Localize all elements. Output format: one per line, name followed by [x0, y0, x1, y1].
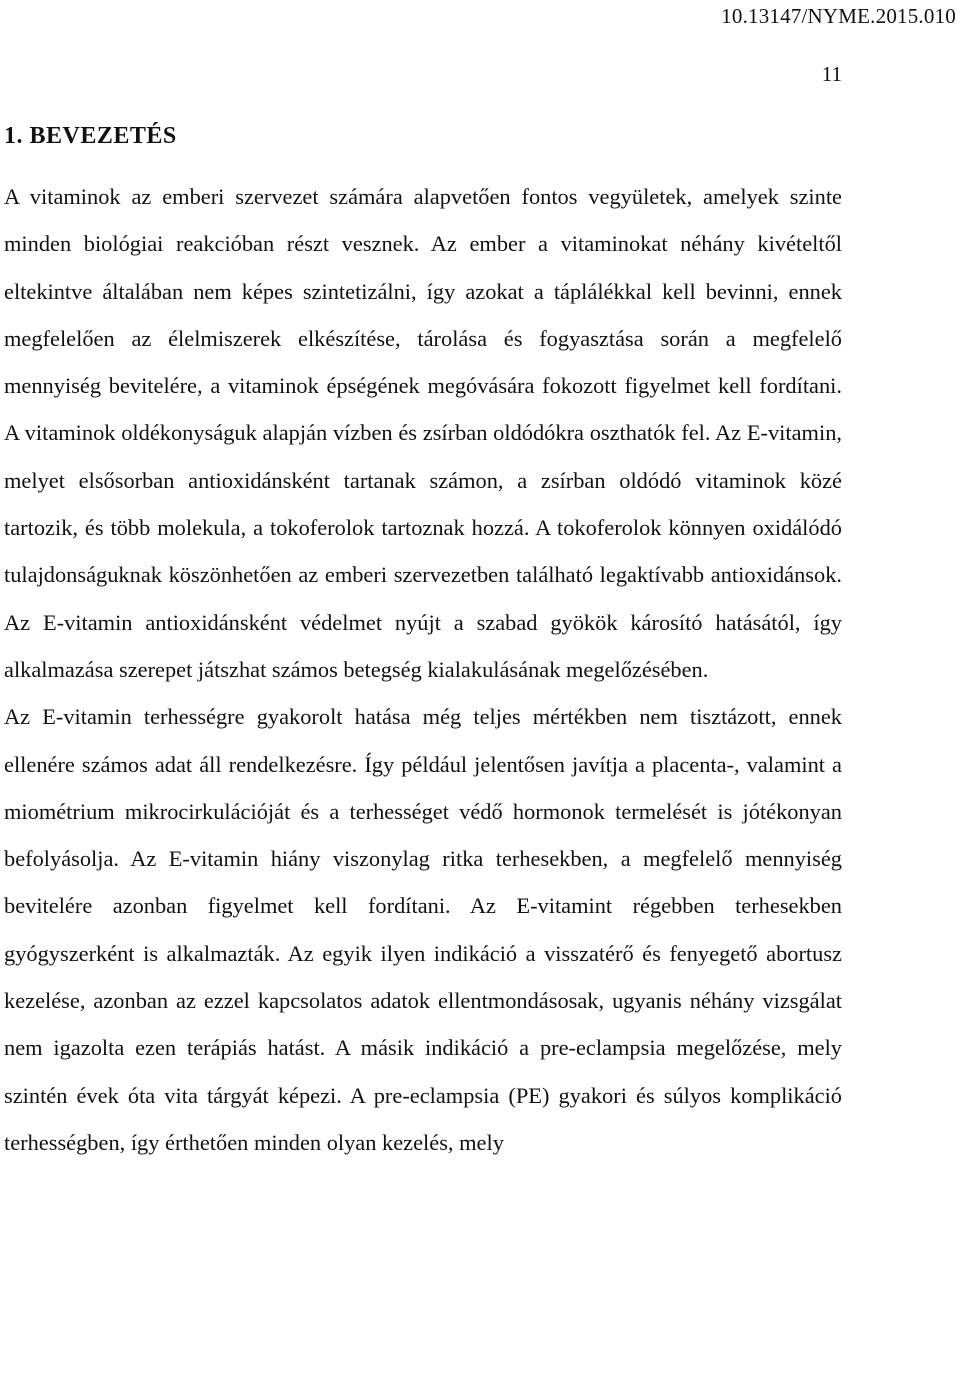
paragraph-introduction: A vitaminok az emberi szervezet számára alapvetően fontos vegyületek, amelyek szinte minden biológiai reakcióban részt vesznek. Az ember a vitaminokat néhány kivételtől eltekintve általában nem képes szintetizálni, így azokat a táplálékkal kell bevinni, ennek megfelelően az élelmiszerek elkészítése, tárolása és fogyasztása során a megfelelő mennyiség bevitelére, a vitaminok épségének megóvására fokozott figyelmet kell fordítani. A vitaminok oldékonyságuk alapján vízben és zsírban oldódókra oszthatók fel. Az E-vitamin, melyet elsősorban antioxidánsként tartanak számon, a zsírban oldódó vitaminok közé tartozik, és több molekula, a tokoferolok tartoznak hozzá. A tokoferolok könnyen oxidálódó tulajdonságuknak köszönhetően az emberi szervezetben található legaktívabb antioxidánsok. Az E-vitamin antioxidánsként védelmet nyújt a szabad gyökök károsító hatásától, így alkalmazása szerepet játszhat számos betegség kialakulásának megelőzésében.: [4, 184, 842, 682]
body-text: [4, 173, 842, 1166]
doi-identifier: 10.13147/NYME.2015.010: [721, 4, 956, 28]
section-heading: 1. BEVEZETÉS: [4, 123, 177, 149]
paragraph-pregnancy: Az E-vitamin terhességre gyakorolt hatása még teljes mértékben nem tisztázott, ennek ellenére számos adat áll rendelkezésre. Így például jelentősen javítja a placenta-, valamint a miométrium mikrocirkulációját és a terhességet védő hormonok termelését is jótékonyan befolyásolja. Az E-vitamin hiány viszonylag ritka terhesekben, a megfelelő mennyiség bevitelére azonban figyelmet kell fordítani. Az E-vitamint régebben terhesekben gyógyszerként is alkalmazták. Az egyik ilyen indikáció a visszatérő és fenyegető abortusz kezelése, azonban az ezzel kapcsolatos adatok ellentmondásosak, ugyanis néhány vizsgálat nem igazolta ezen terápiás hatást. A másik indikáció a pre-eclampsia megelőzése, mely szintén évek óta vita tárgyát képezi. A pre-eclampsia (PE) gyakori és súlyos komplikáció terhességben, így érthetően minden olyan kezelés, mely: [4, 704, 842, 1155]
page-number: 11: [821, 62, 842, 86]
